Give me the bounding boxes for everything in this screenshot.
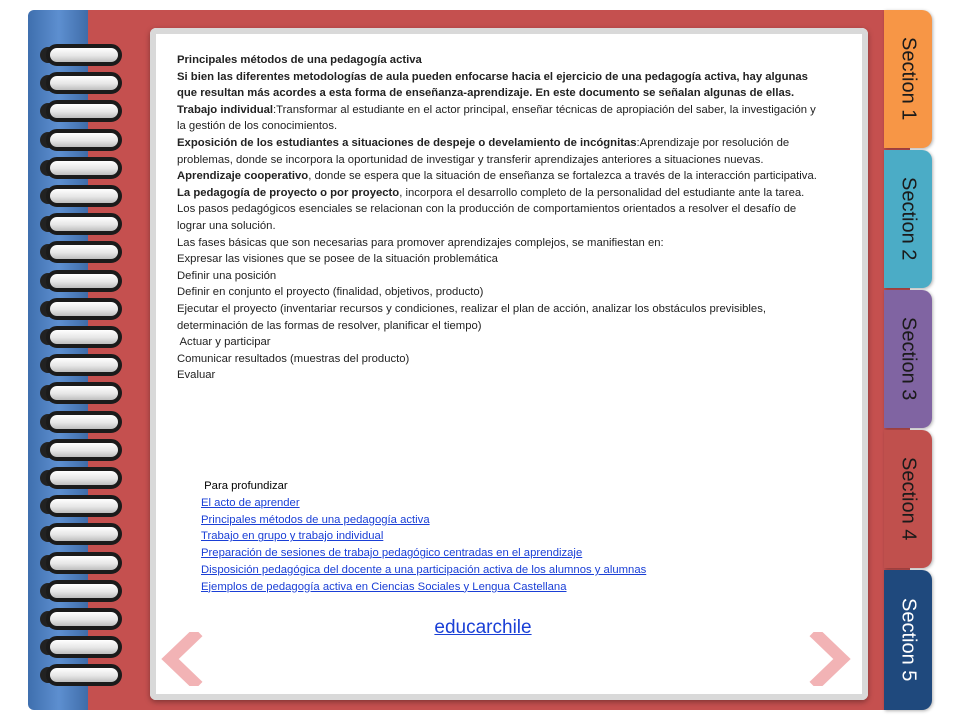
method-paragraph (177, 135, 817, 168)
binder-ring-icon (38, 411, 124, 433)
method-paragraph (177, 102, 817, 135)
binder-ring-icon (38, 100, 124, 122)
binder-ring-icon (38, 213, 124, 235)
binder-ring-icon (38, 157, 124, 179)
phase-item: Actuar y participar (177, 336, 271, 349)
method-label: La pedagogía de proyecto o por proyecto (177, 186, 400, 199)
binder-ring-icon (38, 44, 124, 66)
binder-ring-icon (38, 439, 124, 461)
binder-rings (38, 44, 128, 694)
binder-ring-icon (38, 382, 124, 404)
tab-label: Section 1 (897, 37, 920, 121)
method-text: :Aprendizaje por resolución de problemas, donde se incorpora la oportunidad de investigar y transferir aprendizajes anteriores a situaciones nuevas. (177, 136, 790, 166)
binder-ring-icon (38, 241, 124, 263)
chevron-right-icon[interactable] (806, 632, 856, 686)
binder-ring-icon (38, 129, 124, 151)
link-disposicion-pedagogica[interactable]: Disposición pedagógica del docente a una participación activa de los alumnos y alumnas (201, 563, 647, 576)
binder-ring-icon (38, 495, 124, 517)
binder-ring-icon (38, 354, 124, 376)
binder-ring-icon (38, 72, 124, 94)
chevron-left-icon[interactable] (156, 632, 206, 686)
method-text: , donde se espera que la situación de enseñanza se fortalezca a través de la interacción participativa. (308, 170, 817, 183)
tab-label: Section 3 (897, 317, 920, 401)
tab-section-3[interactable] (884, 290, 932, 428)
binder-ring-icon (38, 664, 124, 686)
binder-ring-icon (38, 552, 124, 574)
method-label: Trabajo individual (177, 103, 274, 116)
tab-section-4[interactable] (884, 430, 932, 568)
phase-item: Comunicar resultados (muestras del producto) (177, 352, 410, 365)
tab-label: Section 4 (897, 457, 920, 541)
binder-ring-icon (38, 270, 124, 292)
tab-section-1[interactable] (884, 10, 932, 148)
binder-ring-icon (38, 185, 124, 207)
binder-ring-icon (38, 467, 124, 489)
binder-ring-icon (38, 580, 124, 602)
further-reading (201, 478, 761, 596)
page-title: Principales métodos de una pedagogía activa (177, 54, 422, 66)
method-label: Aprendizaje cooperativo (177, 170, 309, 183)
method-text: :Transformar al estudiante en el actor principal, enseñar técnicas de apropiación del saber, la investigación y la gestión de los conocimientos. (177, 103, 816, 133)
main-text (177, 52, 817, 384)
method-text: , incorpora el desarrollo completo de la personalidad del estudiante ante la tarea. Los pasos pedagógicos esenciales se relacionan con la producción de comportamientos orientados a resolver el desafío de lograr una solución. (177, 186, 805, 232)
tab-section-2[interactable] (884, 150, 932, 288)
binder-ring-icon (38, 298, 124, 320)
further-heading: Para profundizar (201, 480, 288, 492)
educarchile-link[interactable]: educarchile (434, 617, 532, 638)
intro-paragraph: Si bien las diferentes metodologías de aula pueden enfocarse hacia el ejercicio de una pedagogía activa, hay algunas que resultan más acordes a esta forma de enseñanza-aprendizaje. En este documento se señalan algunas de ellas. (177, 70, 808, 100)
link-trabajo-en-grupo[interactable]: Trabajo en grupo y trabajo individual (201, 530, 384, 543)
phase-item: Definir en conjunto el proyecto (finalidad, objetivos, producto) (177, 286, 484, 299)
binder-ring-icon (38, 326, 124, 348)
link-el-acto-de-aprender[interactable]: El acto de aprender (201, 496, 300, 509)
binder-ring-icon (38, 636, 124, 658)
phase-item: Evaluar (177, 369, 216, 382)
phase-item: Ejecutar el proyecto (inventariar recursos y condiciones, realizar el plan de acción, analizar los obstáculos previsibles, determinación de las formas de resolver, planificar el tiempo) (177, 302, 766, 332)
method-paragraph (177, 168, 817, 185)
link-preparacion-sesiones[interactable]: Preparación de sesiones de trabajo pedagógico centradas en el aprendizaje (201, 547, 583, 560)
method-label: Exposición de los estudiantes a situaciones de despeje o develamiento de incógnitas (177, 136, 637, 149)
link-principales-metodos[interactable]: Principales métodos de una pedagogía activa (201, 513, 430, 526)
link-ejemplos-pedagogia[interactable]: Ejemplos de pedagogía activa en Ciencias Sociales y Lengua Castellana (201, 580, 567, 593)
method-paragraph (177, 185, 817, 235)
tab-label: Section 2 (897, 177, 920, 261)
tab-label: Section 5 (897, 598, 920, 682)
phase-item: Expresar las visiones que se posee de la situación problemática (177, 253, 498, 266)
binder-ring-icon (38, 523, 124, 545)
tab-section-5[interactable] (884, 570, 932, 710)
phases-intro: Las fases básicas que son necesarias para promover aprendizajes complejos, se manifiestan en: (177, 236, 664, 249)
phase-item: Definir una posición (177, 269, 277, 282)
